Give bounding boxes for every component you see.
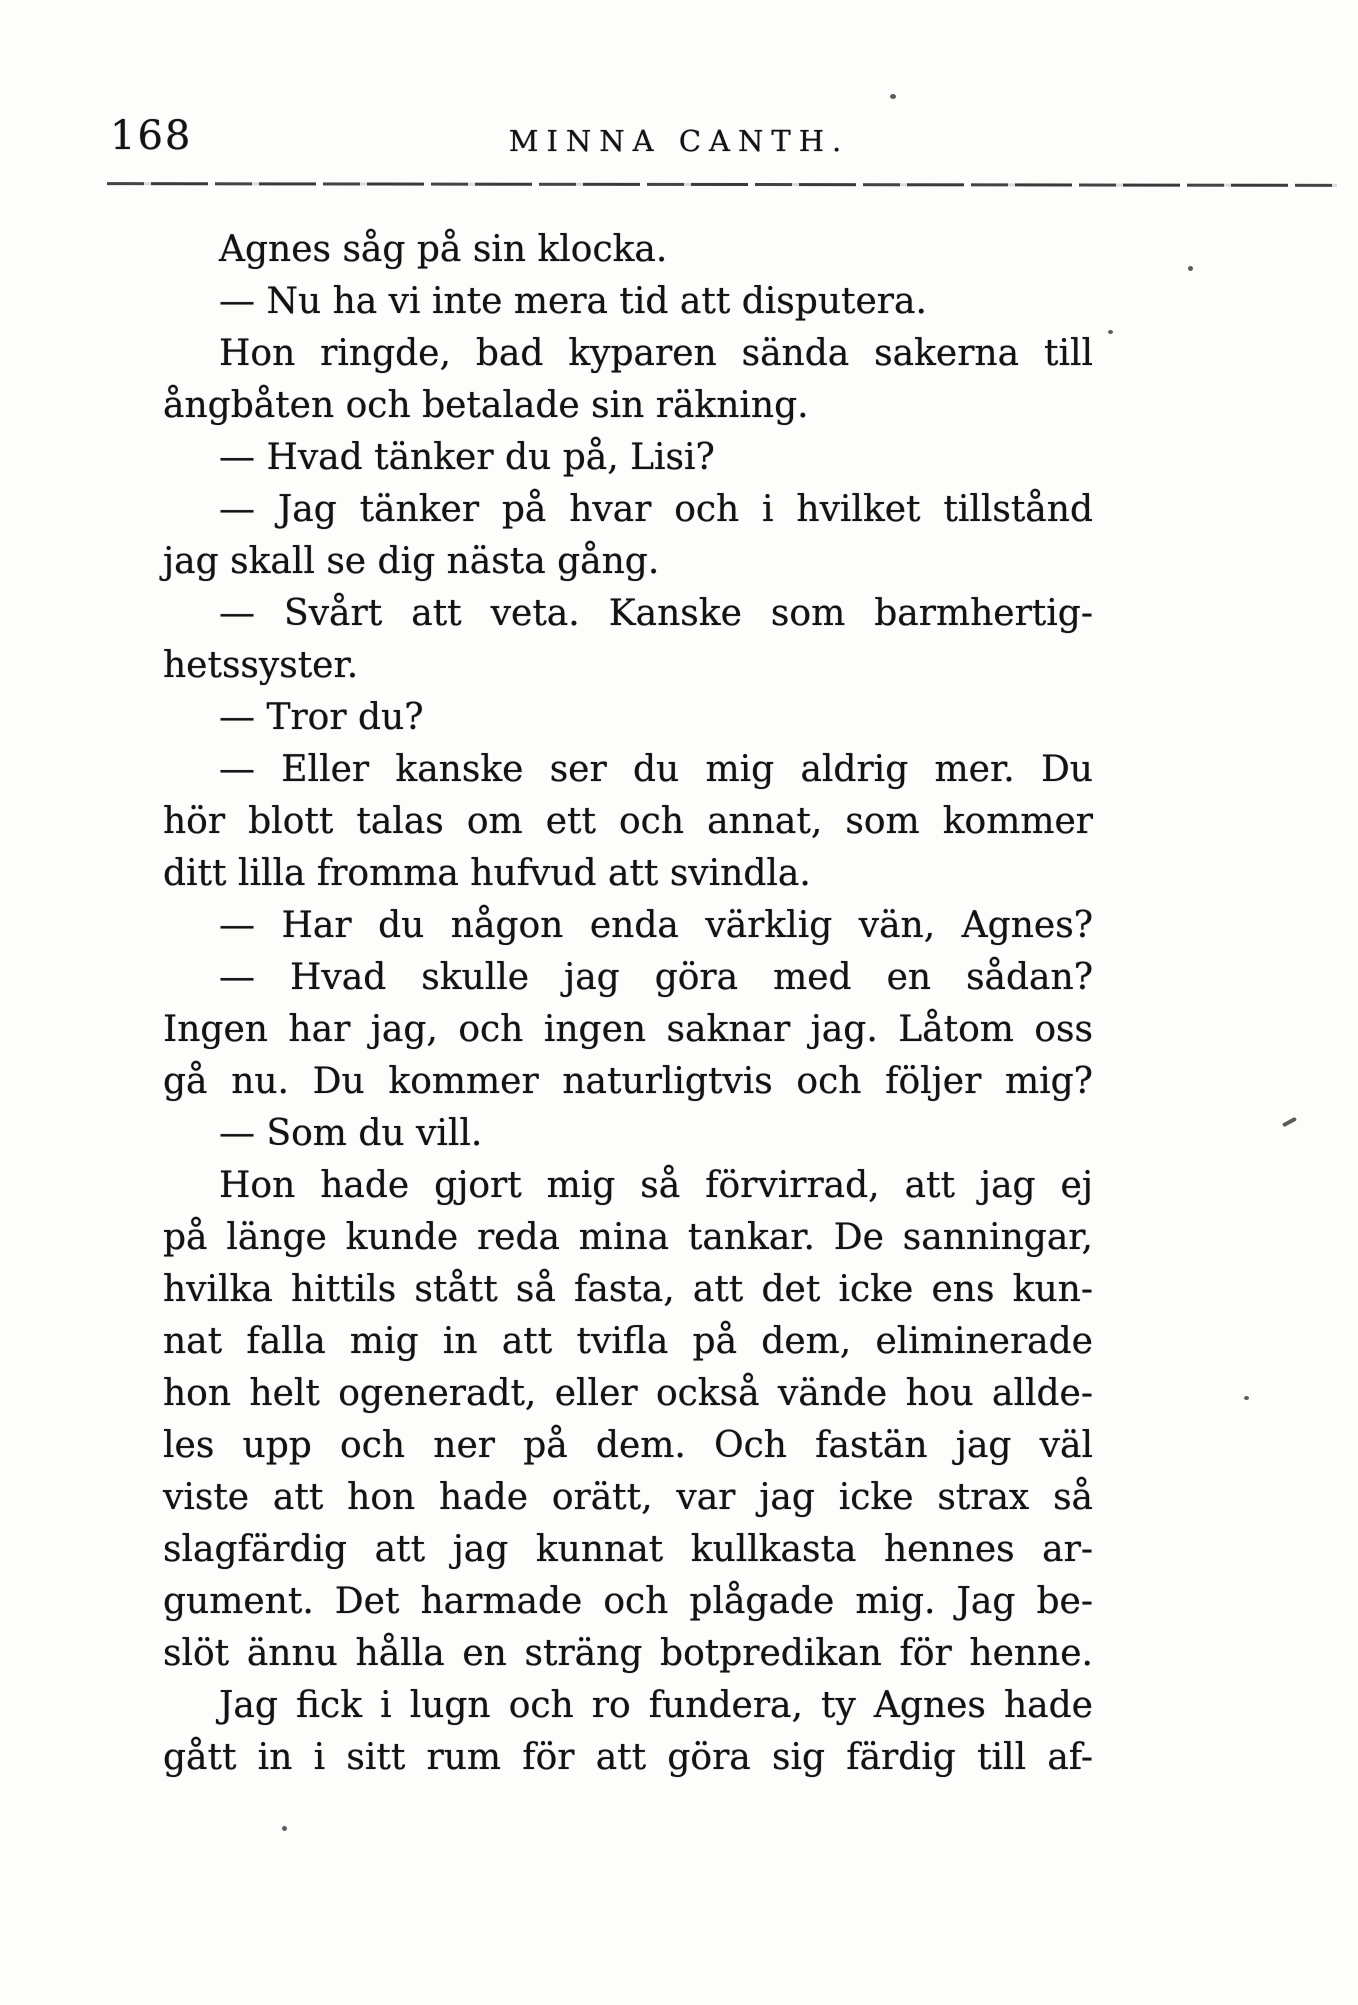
scan-artifact <box>1282 1117 1297 1128</box>
text-line: ångbåten och betalade sin räkning. <box>163 385 809 426</box>
scan-artifact <box>282 1826 287 1831</box>
text-line: hör blott talas om ett och annat, som kommer <box>163 801 1093 842</box>
text-line: les upp och ner på dem. Och fastän jag väl <box>163 1425 1093 1466</box>
text-line: viste att hon hade orätt, var jag icke strax så <box>163 1477 1093 1518</box>
text-line: — Svårt att veta. Kanske som barmhertig- <box>219 593 1093 634</box>
text-line: nat falla mig in att tvifla på dem, eliminerade <box>163 1321 1093 1362</box>
text-line: — Jag tänker på hvar och i hvilket tillstånd <box>219 489 1093 530</box>
text-line: Jag fick i lugn och ro fundera, ty Agnes hade <box>219 1685 1093 1726</box>
text-line: jag skall se dig nästa gång. <box>163 541 660 582</box>
text-line: gått in i sitt rum för att göra sig färdig till af- <box>163 1737 1093 1778</box>
text-line: ditt lilla fromma hufvud att svindla. <box>163 853 811 894</box>
text-line: Agnes såg på sin klocka. <box>219 229 668 270</box>
header-rule <box>107 182 1337 187</box>
text-block <box>163 224 1093 1784</box>
text-line: slöt ännu hålla en sträng botpredikan för henne. <box>163 1633 1093 1674</box>
scan-artifact <box>1108 330 1113 334</box>
text-line: — Tror du? <box>219 697 424 738</box>
scan-artifact <box>1188 266 1193 271</box>
text-line: — Hvad tänker du på, Lisi? <box>219 437 715 478</box>
text-line: — Eller kanske ser du mig aldrig mer. Du <box>219 749 1093 790</box>
text-line: Hon ringde, bad kyparen sända sakerna till <box>219 333 1093 374</box>
text-line: — Hvad skulle jag göra med en sådan? <box>219 957 1093 998</box>
text-line: Ingen har jag, och ingen saknar jag. Låtom oss <box>163 1009 1093 1050</box>
text-line: — Nu ha vi inte mera tid att disputera. <box>219 281 927 322</box>
text-line: på länge kunde reda mina tankar. De sanningar, <box>163 1217 1093 1258</box>
scan-artifact <box>890 94 896 99</box>
text-line: Hon hade gjort mig så förvirrad, att jag ej <box>219 1165 1093 1206</box>
text-line: gå nu. Du kommer naturligtvis och följer mig? <box>163 1061 1093 1102</box>
text-line: — Som du vill. <box>219 1113 483 1154</box>
text-line: hetssyster. <box>163 645 359 686</box>
running-header: MINNA CANTH. <box>508 124 850 158</box>
scan-artifact <box>1244 1396 1249 1400</box>
text-line: slagfärdig att jag kunnat kullkasta hennes ar- <box>163 1529 1093 1570</box>
text-line: hon helt ogeneradt, eller också vände hou allde- <box>163 1373 1093 1414</box>
text-line: — Har du någon enda värklig vän, Agnes? <box>219 905 1093 946</box>
page-number: 168 <box>110 113 193 159</box>
text-line: hvilka hittils stått så fasta, att det icke ens kun- <box>163 1269 1093 1310</box>
text-line: gument. Det harmade och plågade mig. Jag be- <box>163 1581 1093 1622</box>
